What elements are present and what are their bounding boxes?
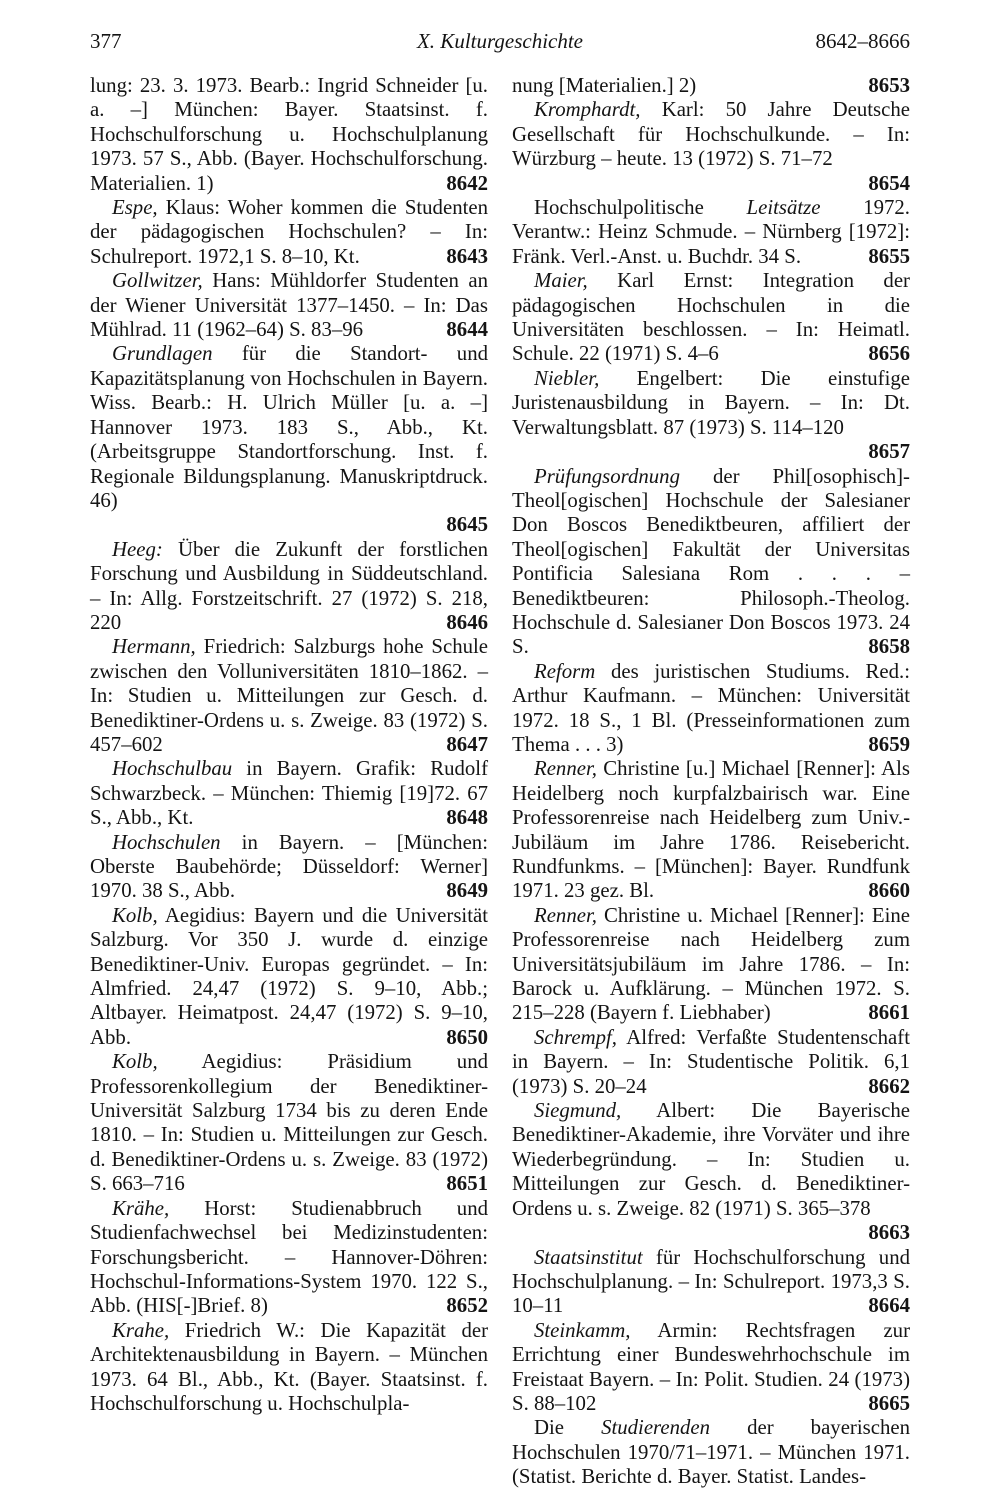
bibliography-entry bbox=[512, 904, 910, 1026]
bibliography-entry bbox=[512, 1099, 910, 1245]
bibliography-entry bbox=[90, 757, 488, 830]
entry-text: Aegidius: Präsidium und Professorenkollegium der Benediktiner-Universität Salzburg 1734 bis zu deren Ende 1810. – In: Studien u. Mitteilungen zur Gesch. d. Benediktiner-Ordens u. s. Zweige. 83 (1972) S. 663–716 bbox=[90, 1050, 488, 1196]
entry-number: 8658 bbox=[868, 635, 910, 659]
entry-number: 8655 bbox=[868, 244, 910, 268]
entry-lead: Krahe, bbox=[112, 1318, 170, 1342]
entry-number: 8644 bbox=[446, 318, 488, 342]
bibliography-entry bbox=[90, 269, 488, 342]
bibliography-entry bbox=[90, 831, 488, 904]
bibliography-entry bbox=[512, 196, 910, 269]
entry-lead: Grundlagen bbox=[112, 342, 213, 366]
entry-text: in Bayern. – [München: Oberste Baubehörde; Düsseldorf: Werner] 1970. 38 S., Abb. bbox=[90, 830, 488, 903]
entry-text: Karl: 50 Jahre Deutsche Gesellschaft für Hochschulkunde. – In: Würzburg – heute. 13 (1972) S. 71–72 bbox=[512, 98, 910, 171]
entry-lead: Hermann, bbox=[112, 635, 196, 659]
entry-lead: Niebler, bbox=[534, 366, 600, 390]
bibliography-entry bbox=[512, 1026, 910, 1099]
bibliography-entry bbox=[512, 1416, 910, 1489]
entry-lead: Maier, bbox=[534, 269, 588, 293]
entry-text: der bayerischen Hochschulen 1970/71–1971. – München 1971. (Statist. Berichte d. Bayer. Statist. Landes- bbox=[512, 1416, 910, 1489]
bibliography-entry bbox=[512, 1319, 910, 1417]
entry-text: der Phil[osophisch]-Theol[ogischen] Hochschule der Salesianer Don Boscos Benediktbeuren, affiliert der Theol[ogischen] Fakultät der Universitas Pontificia Salesiana Rom . . . – Benediktbeuren: Philosoph.-Theolog. Hochschule d. Salesianer Don Boscos 1973. 24 S. bbox=[512, 464, 910, 659]
entry-text: nung [Materialien.] 2) bbox=[512, 74, 697, 97]
bibliography-entry bbox=[90, 1319, 488, 1417]
bibliography-entry bbox=[512, 367, 910, 465]
entry-number: 8646 bbox=[446, 610, 488, 634]
entry-lead: Kromphardt, bbox=[534, 98, 641, 122]
right-column bbox=[512, 74, 910, 1490]
entry-lead: Heeg: bbox=[112, 537, 163, 561]
entry-text: Friedrich: Salzburgs hohe Schule zwischen den Volluniversitäten 1810–1862. – In: Studien u. Mitteilungen zur Gesch. d. Benediktiner-Ordens u. s. Zweige. 83 (1972) S. 457–602 bbox=[90, 635, 488, 756]
entry-text: 1972. Verantw.: Heinz Schmude. – Nürnberg [1972]: Fränk. Verl.-Anst. u. Buchdr. 34 S. bbox=[512, 196, 910, 268]
entry-number: 8653 bbox=[868, 74, 910, 97]
bibliography-entry bbox=[90, 1197, 488, 1319]
bibliography-entry bbox=[90, 74, 488, 196]
entry-text: für die Standort- und Kapazitätsplanung von Hochschulen in Bayern. Wiss. Bearb.: H. Ulrich Müller [u. a. –] Hannover 1973. 183 S., Abb., Kt. (Arbeitsgruppe Standortforschung. Inst. f. Regionale Bildungsplanung. Manuskriptdruck. 46) bbox=[90, 342, 488, 512]
entry-lead: Staatsinstitut bbox=[534, 1245, 643, 1269]
entry-lead: Krähe, bbox=[112, 1196, 170, 1220]
entry-lead: Reform bbox=[534, 659, 596, 683]
bibliography-entry bbox=[90, 196, 488, 269]
entry-text: Engelbert: Die einstufige Juristenausbildung in Bayern. – In: Dt. Verwaltungsblatt. 87 (1973) S. 114–120 bbox=[512, 366, 910, 439]
entry-text: in Bayern. Grafik: Rudolf Schwarzbeck. – München: Thiemig [19]72. 67 S., Abb., Kt. bbox=[90, 757, 488, 830]
entry-number: 8664 bbox=[868, 1294, 910, 1318]
entry-text: Christine u. Michael [Renner]: Eine Professorenreise nach Heidelberg zum Universitätsjubiläum im Jahre 1786. – In: Barock u. Aufklärung. – München 1972. S. 215–228 (Bayern f. Liebhaber) bbox=[512, 903, 910, 1025]
entry-lead: Renner, bbox=[534, 757, 597, 781]
entry-number: 8648 bbox=[446, 806, 488, 830]
bibliography-entry bbox=[512, 465, 910, 660]
bibliography-entry bbox=[90, 342, 488, 537]
entry-number: 8656 bbox=[868, 342, 910, 366]
entry-number: 8642 bbox=[446, 171, 488, 195]
entry-lead: Kolb, bbox=[112, 903, 158, 927]
entry-lead: Gollwitzer, bbox=[112, 269, 203, 293]
entry-text: Alfred: Verfaßte Studentenschaft in Bayern. – In: Studentische Politik. 6,1 (1973) S. 20–24 bbox=[512, 1025, 910, 1098]
bibliography-entry bbox=[512, 660, 910, 758]
bibliography-entry bbox=[90, 538, 488, 636]
entry-lead: Schrempf, bbox=[534, 1025, 617, 1049]
bibliography-entry bbox=[512, 1246, 910, 1319]
entry-number: 8654 bbox=[868, 171, 910, 195]
entry-text: Über die Zukunft der forstlichen Forschung und Ausbildung in Süddeutschland. – In: Allg. Forstzeitschrift. 27 (1972) S. 218, 220 bbox=[90, 537, 488, 634]
entry-number: 8650 bbox=[446, 1025, 488, 1049]
entry-keyword: Studierenden bbox=[601, 1416, 711, 1440]
entry-text: Friedrich W.: Die Kapazität der Architektenausbildung in Bayern. – München 1973. 64 Bl., Abb., Kt. (Bayer. Staatsinst. f. Hochschulforschung u. Hochschulpla- bbox=[90, 1318, 488, 1415]
entry-keyword: Leitsätze bbox=[746, 196, 821, 220]
page-number: 377 bbox=[90, 29, 122, 53]
entry-number: 8643 bbox=[446, 244, 488, 268]
entry-text: Klaus: Woher kommen die Studenten der pädagogischen Hochschulen? – In: Schulreport. 1972,1 S. 8–10, Kt. bbox=[90, 196, 488, 268]
entry-number: 8663 bbox=[868, 1221, 910, 1245]
bibliography-entry bbox=[512, 98, 910, 196]
entry-text: Karl Ernst: Integration der pädagogischen Hochschulen in die Universitäten beschlossen. – In: Heimatl. Schule. 22 (1971) S. 4–6 bbox=[512, 269, 910, 366]
entry-number: 8665 bbox=[868, 1391, 910, 1415]
entry-lead: Espe, bbox=[112, 196, 158, 220]
entry-lead: Kolb, bbox=[112, 1050, 158, 1074]
entry-number: 8649 bbox=[446, 879, 488, 903]
entry-text: Hans: Mühldorfer Studenten an der Wiener Universität 1377–1450. – In: Das Mühlrad. 11 (1962–64) S. 83–96 bbox=[90, 269, 488, 342]
entry-number: 8659 bbox=[868, 732, 910, 756]
entry-number: 8645 bbox=[446, 513, 488, 537]
entry-number: 8657 bbox=[868, 440, 910, 464]
entry-lead: Siegmund, bbox=[534, 1099, 622, 1123]
entry-text: Armin: Rechtsfragen zur Errichtung einer Bundeswehrhochschule im Freistaat Bayern. – In: Polit. Studien. 24 (1973) S. 88–102 bbox=[512, 1318, 910, 1415]
entry-text: lung: 23. 3. 1973. Bearb.: Ingrid Schneider [u. a. –] München: Bayer. Staatsinst. f. Hochschulforschung u. Hochschulplanung 1973. 57 S., Abb. (Bayer. Hochschulforschung. Materialien. 1) bbox=[90, 74, 488, 195]
entry-number: 8662 bbox=[868, 1074, 910, 1098]
entry-range: 8642–8666 bbox=[815, 29, 910, 53]
entry-number: 8661 bbox=[868, 1001, 910, 1025]
entry-text: Christine [u.] Michael [Renner]: Als Heidelberg noch kurpfalzbairisch war. Eine Professorenreise nach Heidelberg zum Univ.-Jubiläum im Jahre 1786. Reisebericht. Rundfunkms. – [München]: Bayer. Rundfunk 1971. 23 gez. Bl. bbox=[512, 757, 910, 903]
entry-lead: Hochschulen bbox=[112, 830, 221, 854]
entry-number: 8660 bbox=[868, 879, 910, 903]
bibliography-entry bbox=[90, 635, 488, 757]
bibliography-entry bbox=[512, 269, 910, 367]
entry-text: für Hochschulforschung und Hochschulplanung. – In: Schulreport. 1973,3 S. 10–11 bbox=[512, 1245, 910, 1318]
bibliography-entry bbox=[512, 757, 910, 903]
entry-number: 8647 bbox=[446, 732, 488, 756]
entry-text: des juristischen Studiums. Red.: Arthur Kaufmann. – München: Universität 1972. 18 S., 1 Bl. (Presseinformationen zum Thema . . . 3) bbox=[512, 659, 910, 756]
page-header bbox=[90, 28, 910, 58]
entry-lead: Steinkamm, bbox=[534, 1318, 631, 1342]
entry-lead: Renner, bbox=[534, 903, 597, 927]
bibliography-entry bbox=[90, 904, 488, 1050]
entry-number: 8651 bbox=[446, 1172, 488, 1196]
entry-text: Albert: Die Bayerische Benediktiner-Akademie, ihre Vorväter und ihre Wiederbegründung. – In: Studien u. Mitteilungen zur Gesch. d. Benediktiner-Ordens u. s. Zweige. 82 (1971) S. 365–378 bbox=[512, 1099, 910, 1220]
entry-lead: Hochschulpolitische bbox=[534, 196, 747, 220]
entry-lead: Hochschulbau bbox=[112, 757, 233, 781]
entry-text: Horst: Studienabbruch und Studienfachwechsel bei Medizinstudenten: Forschungsbericht. – Hannover-Döhren: Hochschul-Informations-System 1970. 122 S., Abb. (HIS[-]Brief. 8) bbox=[90, 1196, 488, 1318]
section-title: X. Kulturgeschichte bbox=[416, 29, 584, 53]
entry-text: Aegidius: Bayern und die Universität Salzburg. Vor 350 J. wurde d. einzige Benediktiner-Univ. Europas gegründet. – In: Almfried. 24,47 (1972) S. 9–10, Abb.; Altbayer. Heimatpost. 24,47 (1972) S. 9–10, Abb. bbox=[90, 903, 488, 1049]
bibliography-entry bbox=[90, 1050, 488, 1196]
left-column bbox=[90, 74, 488, 1416]
bibliography-entry bbox=[512, 74, 910, 98]
entry-lead: Die bbox=[534, 1416, 602, 1440]
entry-number: 8652 bbox=[446, 1294, 488, 1318]
entry-lead: Prüfungsordnung bbox=[534, 464, 680, 488]
